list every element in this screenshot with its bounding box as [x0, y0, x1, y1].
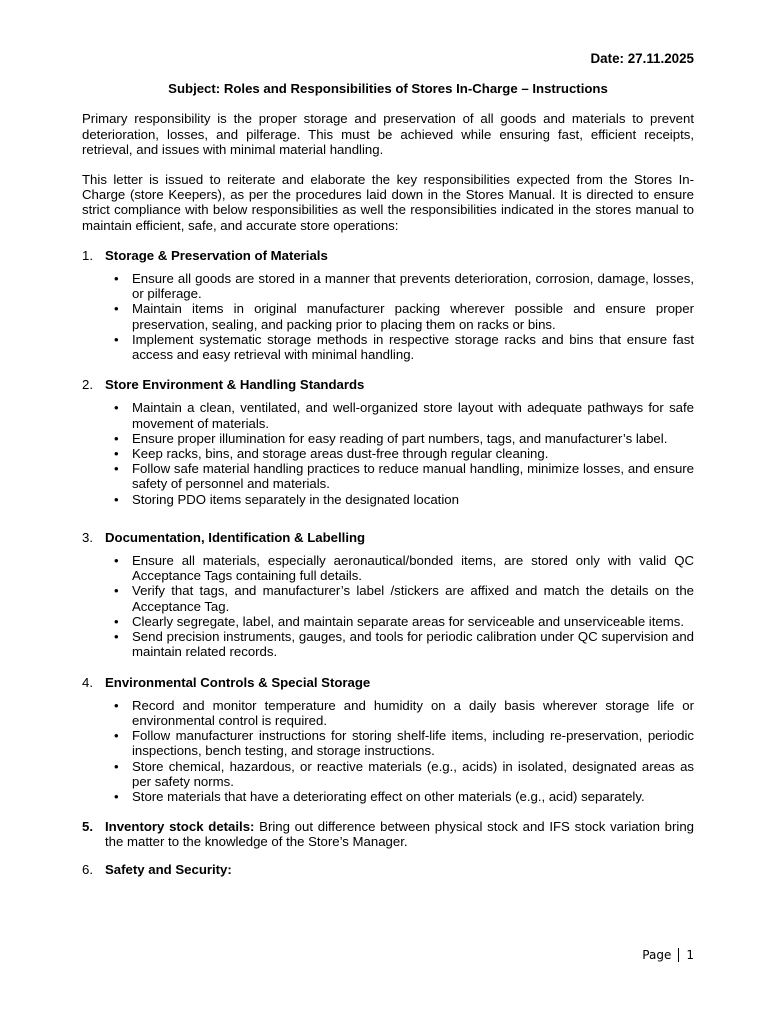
- page-number: 1: [686, 948, 694, 962]
- letter-date: Date: 27.11.2025: [590, 51, 694, 66]
- bullet-list: [82, 698, 694, 804]
- bullet-list: [82, 271, 694, 362]
- bullet-item: • Follow safe material handling practices to reduce manual handling, minimize losses, and ensure safety of personnel and materials.: [114, 461, 694, 491]
- bullet-item: • Keep racks, bins, and storage areas dust-free through regular cleaning.: [114, 446, 694, 461]
- section-number: 2.: [82, 377, 93, 393]
- section-storage-preservation: [82, 248, 694, 362]
- bullet-item: • Maintain items in original manufacturer packing wherever possible and ensure proper preservation, sealing, and packing prior to placing them on racks or bins.: [114, 301, 694, 331]
- section-body: [105, 819, 694, 849]
- letter-page: [82, 51, 694, 885]
- footer-divider: [678, 948, 679, 962]
- bullet-item: • Clearly segregate, label, and maintain separate areas for serviceable and unserviceable items.: [114, 614, 694, 629]
- intro-paragraph-1: Primary responsibility is the proper storage and preservation of all goods and materials to prevent deterioration, losses, and pilferage. This must be achieved while ensuring fast, efficient receipts, retrieval, and issues with minimal material handling.: [82, 111, 694, 157]
- section-title: Inventory stock details:: [105, 819, 255, 835]
- bullet-item: • Store materials that have a deteriorating effect on other materials (e.g., acid) separately.: [114, 789, 694, 804]
- section-number: 5.: [82, 819, 93, 835]
- section-safety-security: [82, 862, 694, 877]
- bullet-item: • Storing PDO items separately in the designated location: [114, 492, 694, 507]
- section-title: Store Environment & Handling Standards: [105, 377, 365, 393]
- bullet-item: • Verify that tags, and manufacturer’s label /stickers are affixed and match the details on the Acceptance Tag.: [114, 583, 694, 613]
- section-number: 6.: [82, 861, 93, 877]
- bullet-item: • Record and monitor temperature and humidity on a daily basis wherever storage life or environmental control is required.: [114, 698, 694, 728]
- section-title: Environmental Controls & Special Storage: [105, 674, 371, 690]
- section-heading: [82, 248, 694, 263]
- section-documentation-labelling: [82, 530, 694, 660]
- section-number: 1.: [82, 247, 93, 263]
- section-title: Documentation, Identification & Labelling: [105, 529, 366, 545]
- bullet-item: • Implement systematic storage methods in respective storage racks and bins that ensure fast access and easy retrieval with minimal handling.: [114, 332, 694, 362]
- section-title: Storage & Preservation of Materials: [105, 247, 328, 263]
- section-text: Bring out difference between physical stock and IFS stock variation bring the matter to the knowledge of the Store’s Manager.: [105, 819, 694, 850]
- section-environmental-controls: [82, 675, 694, 805]
- bullet-item: • Ensure all goods are stored in a manner that prevents deterioration, corrosion, damage, losses, or pilferage.: [114, 271, 694, 301]
- bullet-item: • Ensure all materials, especially aeronautical/bonded items, are stored only with valid QC Acceptance Tags containing full details.: [114, 553, 694, 583]
- bullet-list: [82, 400, 694, 506]
- bullet-item: • Follow manufacturer instructions for storing shelf-life items, including re-preservation, periodic inspections, bench testing, and storage instructions.: [114, 728, 694, 758]
- bullet-list: [82, 553, 694, 659]
- section-inventory-stock: [82, 819, 694, 849]
- intro-paragraph-2: This letter is issued to reiterate and elaborate the key responsibilities expected from the Stores In-Charge (store Keepers), as per the procedures laid down in the Stores Manual. It is directed to ensure strict compliance with below responsibilities as well the responsibilities indicated in the stores manual to maintain efficient, safe, and accurate store operations:: [82, 172, 694, 233]
- bullet-item: • Ensure proper illumination for easy reading of part numbers, tags, and manufacturer’s label.: [114, 431, 694, 446]
- section-environment-handling: [82, 377, 694, 507]
- section-title: Safety and Security:: [105, 861, 232, 877]
- section-heading: [82, 530, 694, 545]
- bullet-item: • Maintain a clean, ventilated, and well-organized store layout with adequate pathways for safe movement of materials.: [114, 400, 694, 430]
- section-heading: [82, 675, 694, 690]
- section-number: 4.: [82, 674, 93, 690]
- section-number: 3.: [82, 529, 93, 545]
- section-heading: [82, 377, 694, 392]
- page-footer: [642, 948, 694, 962]
- bullet-item: • Send precision instruments, gauges, and tools for periodic calibration under QC supervision and maintain related records.: [114, 629, 694, 659]
- letter-subject: Subject: Roles and Responsibilities of Stores In-Charge – Instructions: [168, 81, 608, 97]
- bullet-item: • Store chemical, hazardous, or reactive materials (e.g., acids) in isolated, designated areas as per safety norms.: [114, 759, 694, 789]
- page-label: Page: [642, 948, 672, 962]
